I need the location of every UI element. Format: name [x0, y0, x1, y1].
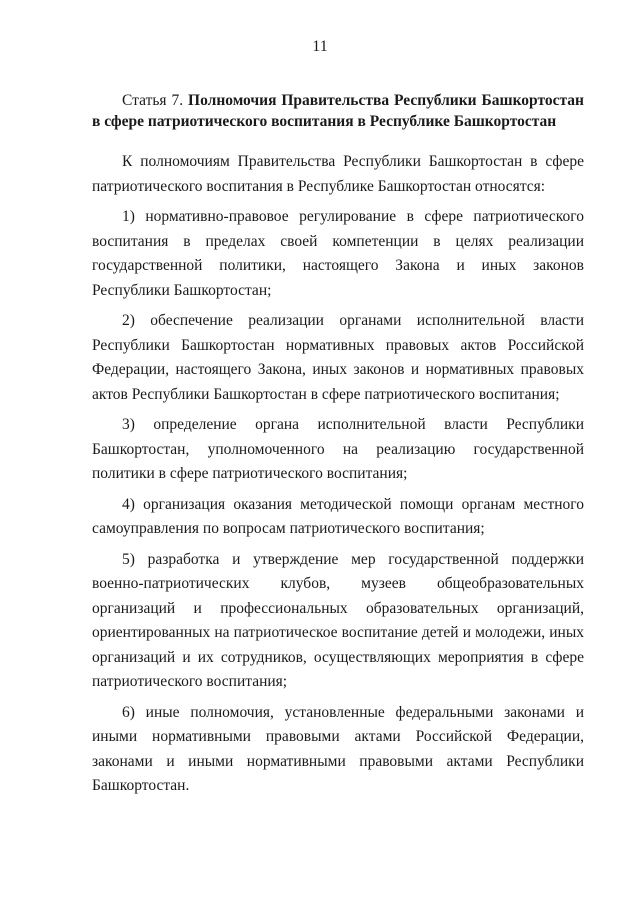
list-item: 3) определение органа исполнительной власти Республики Башкортостан, уполномоченного на реализацию государственной политики в сфере патриотического воспитания; — [92, 416, 584, 482]
page-number: 11 — [312, 38, 328, 55]
intro-paragraph: К полномочиям Правительства Республики Башкортостан в сфере патриотического воспитания в Республике Башкортостан относятся: — [92, 153, 584, 195]
article-title: Полномочия Правительства Республики Башкортостан в сфере патриотического воспитания в Республике Башкортостан — [92, 92, 584, 130]
article-number: Статья 7. — [122, 92, 184, 109]
list-item: 1) нормативно-правовое регулирование в сфере патриотического воспитания в пределах своей компетенции в целях реализации государственной политики, настоящего Закона и иных законов Республики Башкортостан; — [92, 208, 584, 299]
list-item: 5) разработка и утверждение мер государственной поддержки военно-патриотических клубов, музеев общеобразовательных организаций и профессиональных образовательных организаций, ориентированных на патриотическое воспитание детей и молодежи, иных организаций и их сотрудников, осуществляющих мероприятия в сфере патриотического воспитания; — [92, 550, 584, 690]
list-item: 6) иные полномочия, установленные федеральными законами и иными нормативными правовыми актами Российской Федерации, законами и иными нормативными правовыми актами Республики Башкортостан. — [92, 703, 584, 794]
list-item: 2) обеспечение реализации органами исполнительной власти Республики Башкортостан нормативных правовых актов Российской Федерации, настоящего Закона, иных законов и нормативных правовых актов Республики Башкортостан в сфере патриотического воспитания; — [92, 312, 584, 403]
list-item: 4) организация оказания методической помощи органам местного самоуправления по вопросам патриотического воспитания; — [92, 495, 584, 537]
article-body — [92, 90, 584, 805]
article-heading — [92, 90, 584, 132]
